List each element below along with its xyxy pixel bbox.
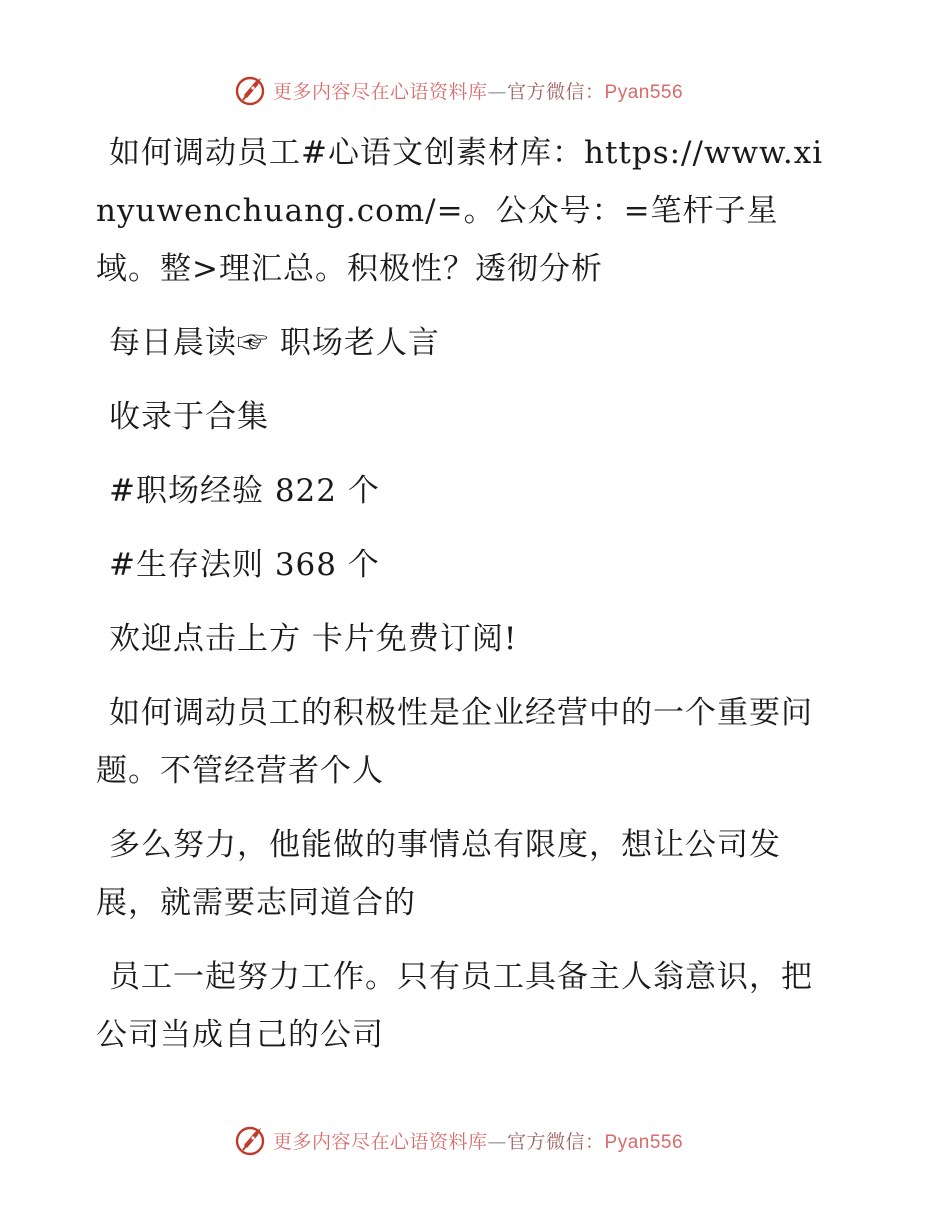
watermark-wechat-id: Pyan556 bbox=[604, 1131, 684, 1153]
pen-nib-circle-icon bbox=[235, 1123, 269, 1157]
paragraph-body-3: 员工一起努力工作。只有员工具备主人翁意识，把公司当成自己的公司 bbox=[96, 959, 813, 1053]
paragraph-body-1: 如何调动员工的积极性是企业经营中的一个重要问题。不管经营者个人 bbox=[96, 695, 813, 789]
paragraph-title: 如何调动员工#心语文创素材库：https://www.xinyuwenchuang.com/=。公众号：=笔杆子星域。整>理汇总。积极性？透彻分析 bbox=[96, 135, 824, 287]
document-body bbox=[96, 124, 836, 1080]
watermark-separator: — bbox=[487, 1130, 508, 1153]
watermark-label: 官方微信： bbox=[507, 1130, 605, 1153]
watermark-brand: 更多内容尽在心语资料库 bbox=[273, 1130, 488, 1153]
watermark-wechat-id: Pyan556 bbox=[604, 81, 684, 103]
header-watermark bbox=[235, 73, 715, 107]
paragraph-collection: 收录于合集 bbox=[109, 399, 269, 435]
paragraph-daily-reading: 每日晨读☞ 职场老人言 bbox=[109, 325, 440, 361]
watermark-label: 官方微信： bbox=[507, 80, 605, 103]
paragraph-body-2: 多么努力，他能做的事情总有限度，想让公司发展，就需要志同道合的 bbox=[96, 827, 781, 921]
watermark-separator: — bbox=[487, 80, 508, 103]
footer-watermark bbox=[235, 1123, 715, 1157]
watermark-text bbox=[273, 77, 683, 104]
pen-nib-circle-icon bbox=[235, 73, 269, 107]
watermark-text bbox=[273, 1127, 683, 1154]
watermark-brand: 更多内容尽在心语资料库 bbox=[273, 80, 488, 103]
paragraph-tag-workplace: #职场经验 822 个 bbox=[109, 473, 380, 509]
paragraph-tag-survival: #生存法则 368 个 bbox=[109, 547, 380, 583]
paragraph-subscribe: 欢迎点击上方 卡片免费订阅! bbox=[109, 621, 518, 657]
